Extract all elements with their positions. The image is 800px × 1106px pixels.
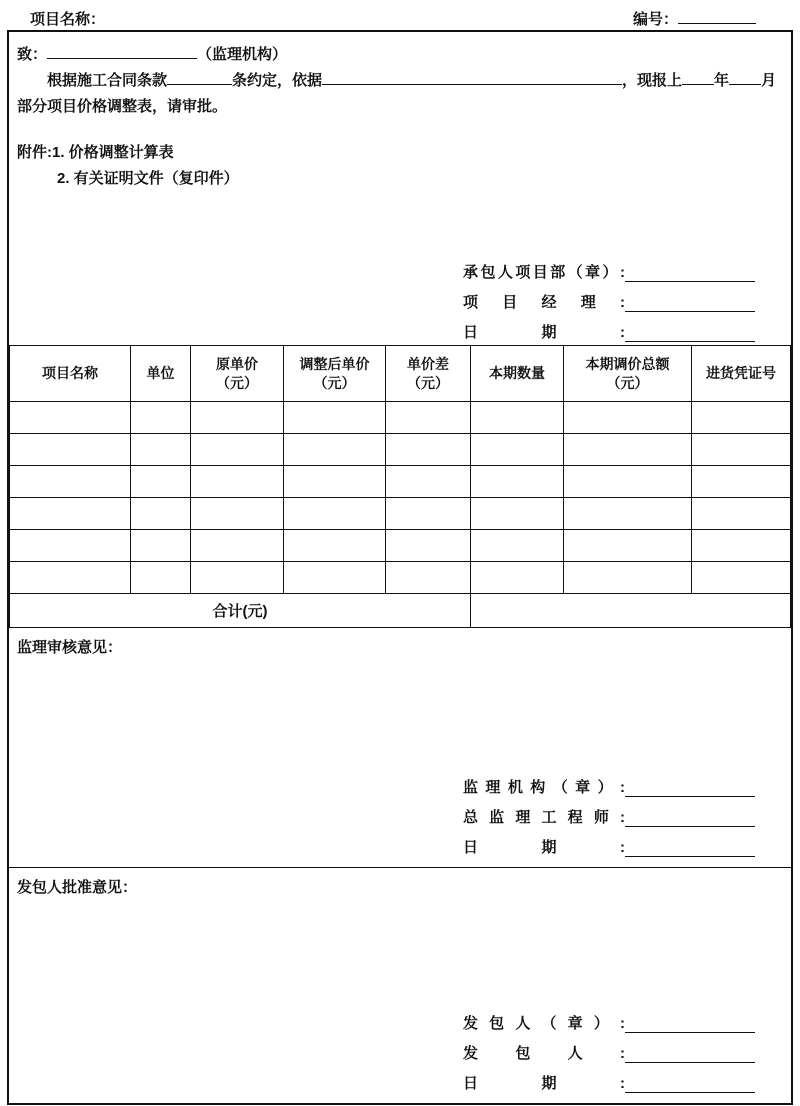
supervisor-section-title: 监理审核意见： xyxy=(17,639,123,656)
cell xyxy=(471,562,564,594)
supervisor-org-row xyxy=(463,767,755,797)
project-name-label: 项目名称： xyxy=(30,11,106,28)
employer-date-row xyxy=(463,1063,755,1093)
number-field xyxy=(633,8,756,29)
cell xyxy=(284,562,386,594)
table-row xyxy=(10,562,791,594)
cell xyxy=(386,562,471,594)
to-label: 致： xyxy=(17,46,48,63)
supervisor-date-row xyxy=(463,827,755,857)
supervisor-org-blank xyxy=(625,777,755,797)
cell xyxy=(131,402,191,434)
cell xyxy=(692,530,791,562)
cell xyxy=(131,530,191,562)
number-blank xyxy=(678,10,756,24)
project-manager-row xyxy=(463,282,755,312)
col-header-price-diff: 单价差 （元） xyxy=(386,346,471,402)
employer-seal-blank xyxy=(625,1013,755,1033)
application-section xyxy=(9,32,791,345)
clause-middle: 条约定，依据 xyxy=(232,72,323,89)
contractor-seal-blank xyxy=(625,262,755,282)
total-label: 合计(元) xyxy=(10,594,471,628)
employer-person-blank xyxy=(625,1043,755,1063)
cell xyxy=(564,530,692,562)
cell xyxy=(191,530,284,562)
cell xyxy=(131,562,191,594)
cell xyxy=(386,402,471,434)
chief-engineer-label: 总监理工程师: xyxy=(463,809,625,826)
cell xyxy=(284,498,386,530)
cell xyxy=(564,466,692,498)
employer-seal-row xyxy=(463,1003,755,1033)
supervisor-date-blank xyxy=(625,837,755,857)
supervisor-date-label: 日期: xyxy=(463,839,625,856)
cell xyxy=(191,562,284,594)
request-line: 部分项目价格调整表，请审批。 xyxy=(17,98,228,115)
table-row xyxy=(10,402,791,434)
cell xyxy=(692,466,791,498)
cell xyxy=(386,434,471,466)
month-blank xyxy=(729,71,761,85)
cell xyxy=(191,498,284,530)
cell xyxy=(284,434,386,466)
cell xyxy=(284,530,386,562)
table-row xyxy=(10,466,791,498)
number-label: 编号： xyxy=(632,11,678,28)
col-header-period-total: 本期调价总额 （元） xyxy=(564,346,692,402)
employer-section-title: 发包人批准意见： xyxy=(17,879,138,896)
cell xyxy=(471,466,564,498)
cell xyxy=(692,434,791,466)
contractor-date-row xyxy=(463,312,755,342)
employer-signature-block xyxy=(463,1003,755,1093)
to-blank xyxy=(47,45,197,59)
page-top-header xyxy=(0,0,800,30)
cell xyxy=(692,402,791,434)
employer-person-row xyxy=(463,1033,755,1063)
cell xyxy=(692,498,791,530)
clause-prefix: 根据施工合同条款 xyxy=(47,72,168,89)
cell xyxy=(131,498,191,530)
supervisor-org-label: 监理机构（章）: xyxy=(463,779,625,796)
col-header-item-name: 项目名称 xyxy=(10,346,131,402)
supervisor-signature-block xyxy=(463,767,755,857)
contractor-seal-row xyxy=(463,252,755,282)
supervisor-review-section xyxy=(9,628,791,867)
cell xyxy=(471,402,564,434)
year-blank xyxy=(682,71,714,85)
chief-engineer-blank xyxy=(625,807,755,827)
cell xyxy=(10,562,131,594)
contractor-date-label: 日期: xyxy=(463,324,625,341)
report-prefix: ，现报上 xyxy=(622,72,683,89)
chief-engineer-row xyxy=(463,797,755,827)
employer-person-label: 发包人: xyxy=(463,1045,625,1062)
contractor-date-blank xyxy=(625,322,755,342)
employer-seal-label: 发包人（章）: xyxy=(463,1015,625,1032)
month-label: 月 xyxy=(761,72,777,89)
contractor-signature-block xyxy=(463,252,755,342)
form-border-box xyxy=(7,30,793,1105)
cell xyxy=(10,466,131,498)
basis-blank xyxy=(322,71,622,85)
cell xyxy=(131,466,191,498)
table-row xyxy=(10,498,791,530)
attachment-line-2: 2. 有关证明文件（复印件） xyxy=(57,170,239,187)
cell xyxy=(386,530,471,562)
cell xyxy=(471,498,564,530)
to-line xyxy=(17,42,781,68)
col-header-adjusted-price: 调整后单价 （元） xyxy=(284,346,386,402)
cell xyxy=(386,498,471,530)
employer-approval-section xyxy=(9,867,791,1103)
cell xyxy=(10,530,131,562)
cell xyxy=(10,402,131,434)
contractor-dept-label: 承包人项目部（章）: xyxy=(463,264,625,281)
cell xyxy=(692,562,791,594)
project-manager-label: 项目经理: xyxy=(463,294,625,311)
cell xyxy=(471,530,564,562)
col-header-period-quantity: 本期数量 xyxy=(471,346,564,402)
total-value-cell xyxy=(471,594,791,628)
total-row xyxy=(10,594,791,628)
cell xyxy=(564,562,692,594)
cell xyxy=(131,434,191,466)
employer-date-label: 日期: xyxy=(463,1075,625,1092)
clause-number-blank xyxy=(167,71,232,85)
to-org-suffix: （监理机构） xyxy=(197,46,288,63)
col-header-original-price: 原单价 （元） xyxy=(191,346,284,402)
employer-date-blank xyxy=(625,1073,755,1093)
cell xyxy=(564,434,692,466)
cell xyxy=(191,402,284,434)
cell xyxy=(564,498,692,530)
cell xyxy=(10,434,131,466)
cell xyxy=(191,434,284,466)
attachment-line-1: 附件:1. 价格调整计算表 xyxy=(17,144,174,161)
year-label: 年 xyxy=(714,72,730,89)
price-adjustment-table xyxy=(9,345,791,628)
col-header-unit: 单位 xyxy=(131,346,191,402)
cell xyxy=(564,402,692,434)
table-row xyxy=(10,530,791,562)
cell xyxy=(471,434,564,466)
cell xyxy=(284,466,386,498)
cell xyxy=(284,402,386,434)
table-header-row xyxy=(10,346,791,402)
cell xyxy=(10,498,131,530)
cell xyxy=(386,466,471,498)
table-row xyxy=(10,434,791,466)
cell xyxy=(191,466,284,498)
col-header-receipt-number: 进货凭证号 xyxy=(692,346,791,402)
clause-line xyxy=(17,68,781,94)
project-manager-blank xyxy=(625,292,755,312)
